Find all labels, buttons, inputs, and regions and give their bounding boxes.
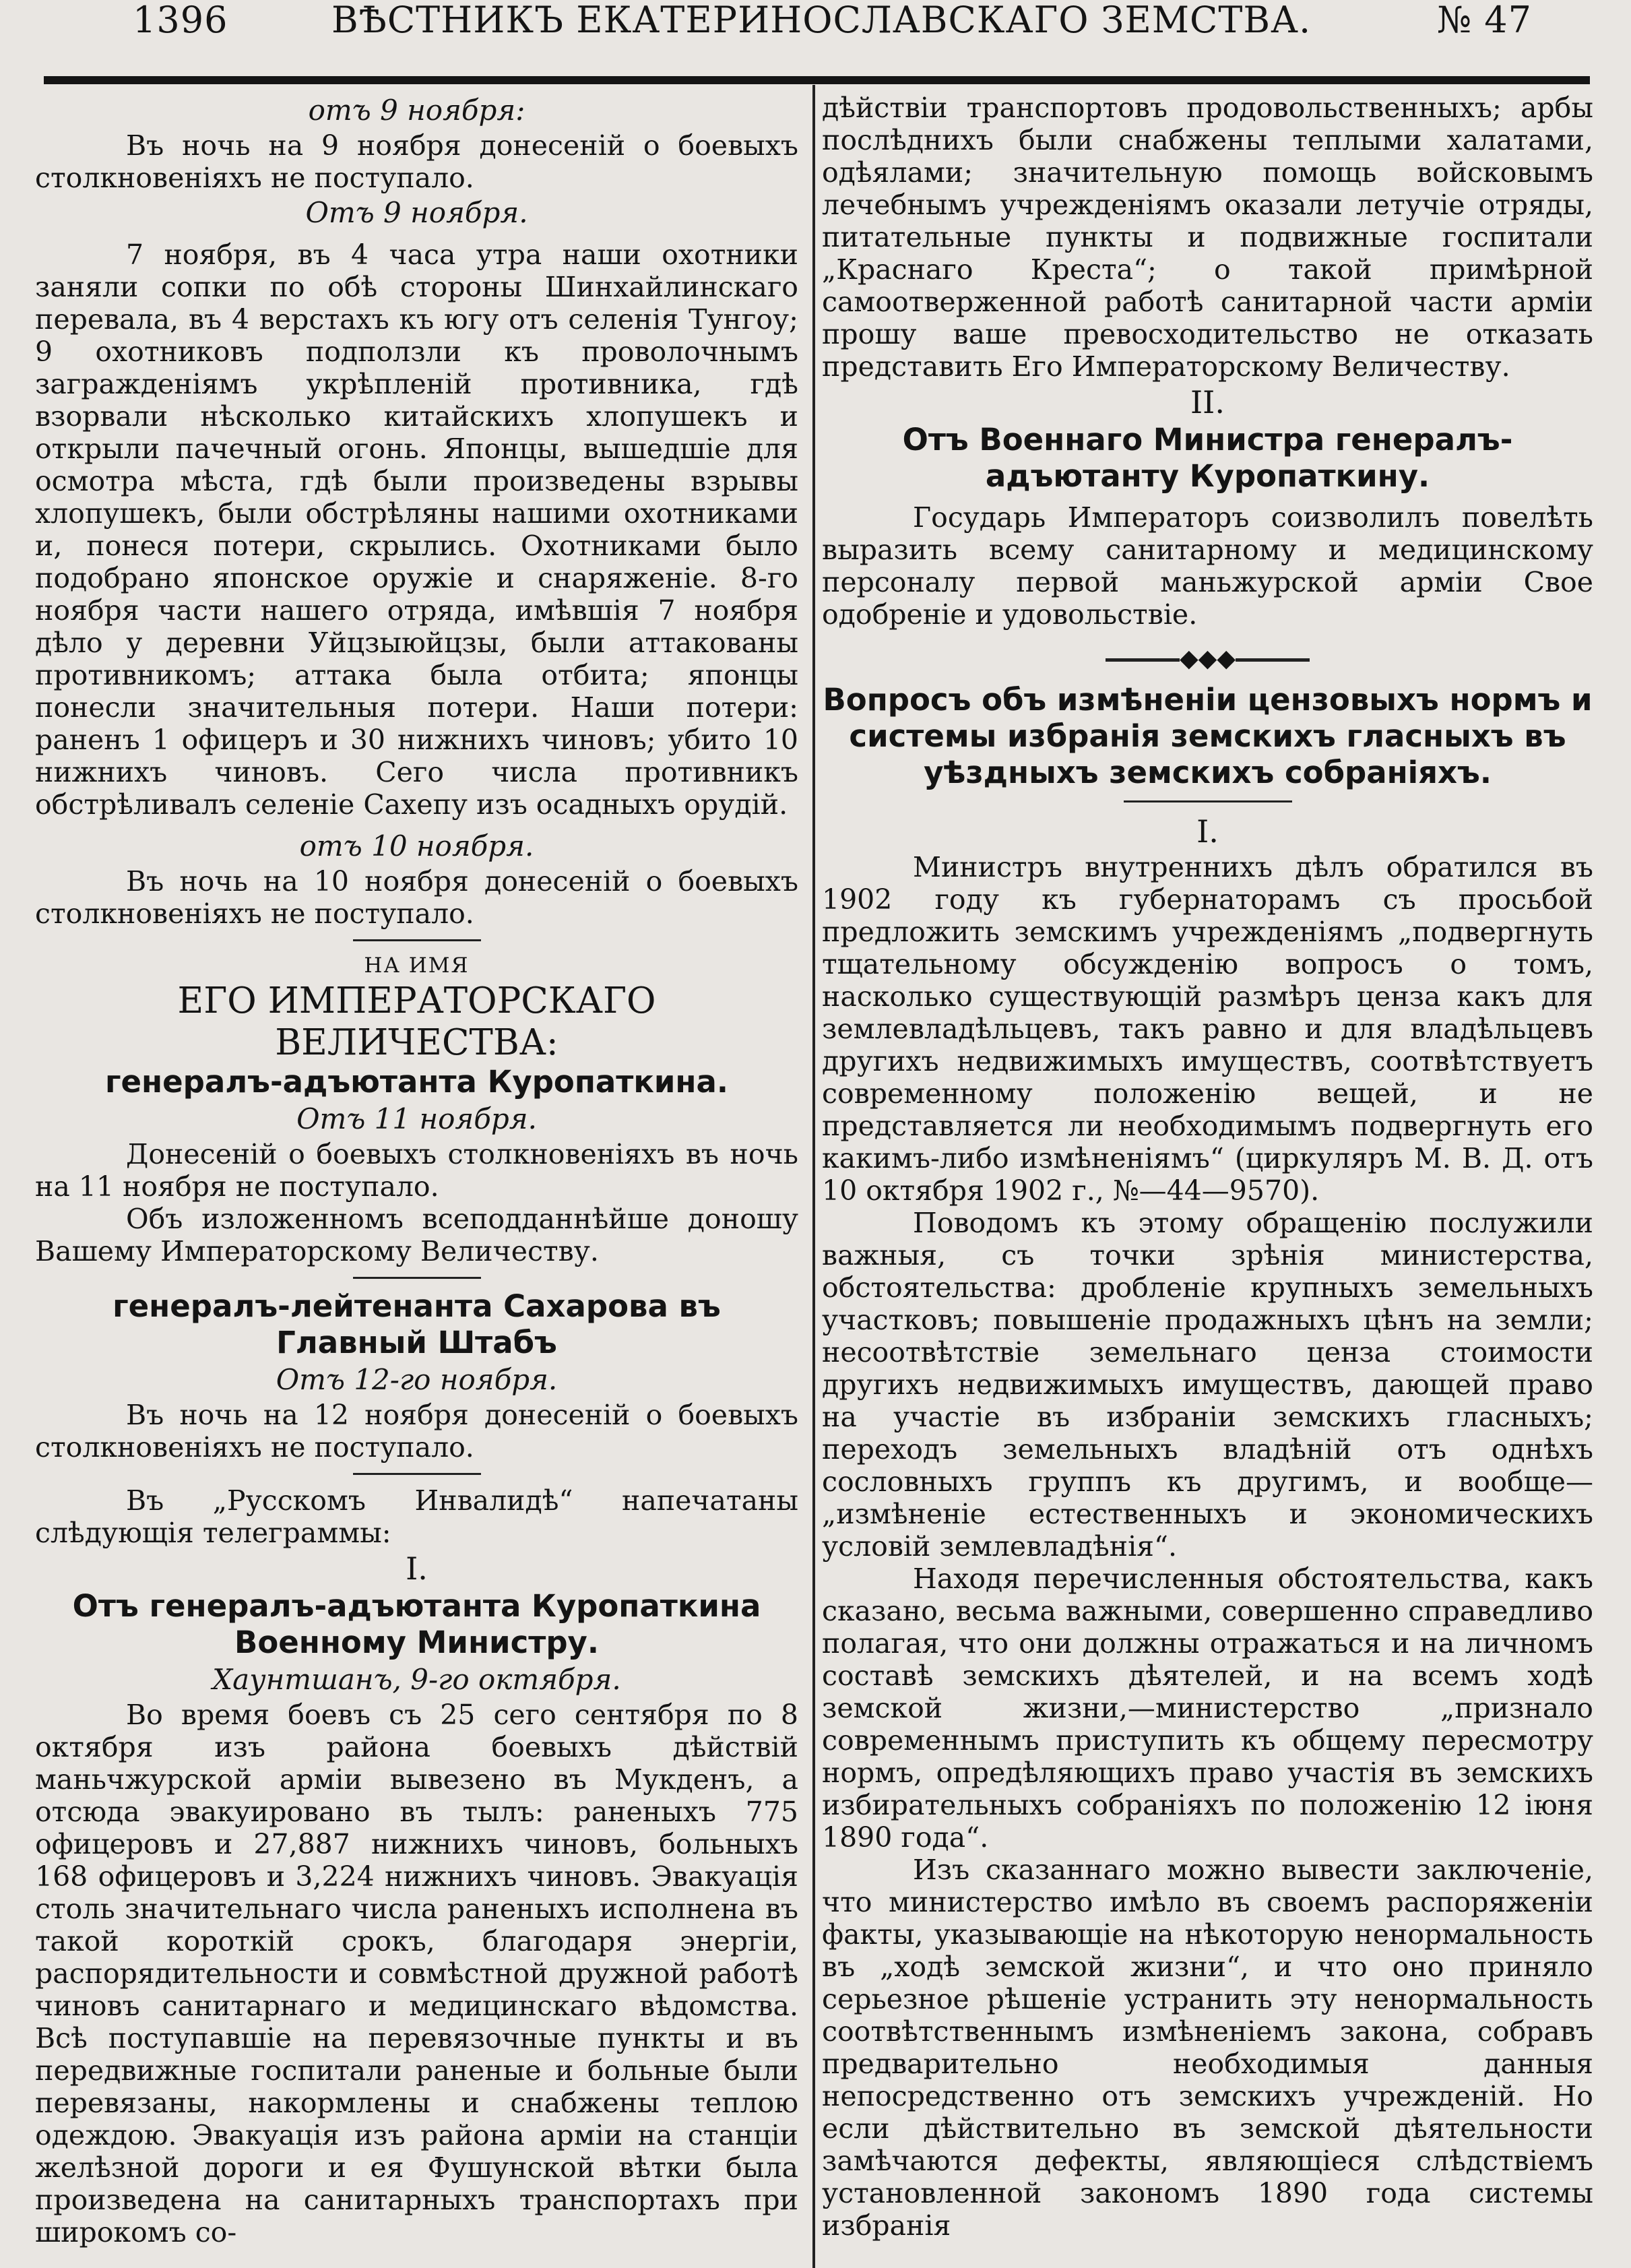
column-divider [812, 85, 815, 2268]
addressed-label: НА ИМЯ [364, 953, 470, 978]
paragraph: Министръ внутреннихъ дѣлъ обратился въ 1902 году къ губернаторамъ съ просьбой предложить земскимъ учрежденіямъ „подвергнуть тщательному обсужденію вопросъ о томъ, насколько существующій размѣръ ценза какъ для землевладѣльцевъ, такъ равно и для владѣльцевъ другихъ недвижимыхъ имуществъ, соотвѣтствуетъ современному положенію вещей, и не представляется ли необходимымъ подвергнуть его какимъ-либо измѣненіямъ“ (циркуляръ М. В. Д. отъ 10 октября 1902 г., №—44—9570). [822, 851, 1593, 1207]
ornament-divider: ◆◆◆ [822, 643, 1593, 675]
paragraph: Во время боевъ съ 25 сего сентября по 8 октября изъ района боевыхъ дѣйствій маньчжурской арміи вывезено въ Мукденъ, а отсюда эвакуировано въ тылъ: раненыхъ 775 офицеровъ и 27,887 нижнихъ чиновъ, больныхъ 168 офицеровъ и 3,224 нижнихъ чиновъ. Эвакуація столь значительнаго числа раненыхъ исполнена въ такой короткій срокъ, благодаря энергіи, распорядительности и совмѣстной дружной работѣ чиновъ санитарнаго и медицинскаго вѣдомства. Всѣ поступавшіе на перевязочные пункты и въ передвижные госпитали раненые и больные были перевязаны, накормлены и снабжены теплою одеждою. Эвакуація изъ района арміи на станціи желѣзной дороги и ея Фушунской вѣтки была произведена на санитарныхъ транспортахъ при широкомъ со- [35, 1699, 798, 2248]
dateline: отъ 9 ноября: [308, 94, 525, 127]
paragraph: Находя перечисленныя обстоятельства, какъ сказано, весьма важными, совершенно справедливо полагая, что они должны отражаться и на личномъ составѣ земскихъ дѣятелей, и на всемъ ходѣ земской жизни,—министерство „признало современнымъ приступить къ общему пересмотру нормъ, опредѣляющихъ право участія въ земскихъ избирательныхъ собраніяхъ по положенію 12 іюня 1890 года“. [822, 1563, 1593, 1854]
paragraph: Государь Императоръ соизволилъ повелѣть выразить всему санитарному и медицинскому персоналу первой маньжурской арміи Свое одобреніе и удовольствіе. [822, 501, 1593, 631]
roman-numeral: I. [406, 1550, 428, 1587]
paragraph: Въ ночь на 10 ноября донесеній о боевыхъ столкновеніяхъ не поступало. [35, 865, 798, 930]
paragraph: Въ ночь на 12 ноября донесеній о боевыхъ столкновеніяхъ не поступало. [35, 1399, 798, 1463]
dateline: Хаунтшанъ, 9-го октября. [212, 1663, 621, 1696]
dateline: Отъ 9 ноября. [305, 196, 528, 229]
paragraph: Въ „Русскомъ Инвалидѣ“ напечатаны слѣдующія телеграммы: [35, 1484, 798, 1549]
journal-title: ВѢСТНИКЪ ЕКАТЕРИНОСЛАВСКАГО ЗЕМСТВА. [331, 0, 1312, 41]
issue-number: № 47 [1437, 0, 1532, 41]
dateline: Отъ 11 ноября. [296, 1102, 537, 1135]
page-number: 1396 [133, 0, 228, 41]
section-heading: генералъ-лейтенанта Сахарова въ Главный Штабъ [113, 1288, 721, 1360]
ornament-bar [1236, 658, 1310, 662]
paragraph: Донесеній о боевыхъ столкновеніяхъ въ ночь на 11 ноября не поступало. [35, 1138, 798, 1203]
paragraph: Въ ночь на 9 ноября донесеній о боевыхъ столкновеніяхъ не поступало. [35, 129, 798, 194]
section-rule [353, 1473, 481, 1475]
header-rule [44, 76, 1590, 84]
roman-numeral: I. [1196, 813, 1219, 850]
section-rule [1124, 800, 1292, 802]
ornament-bar [1106, 658, 1180, 662]
paragraph: Объ изложенномъ всеподданнѣйше доношу Вашему Императорскому Величеству. [35, 1203, 798, 1267]
dateline: отъ 10 ноября. [299, 829, 534, 862]
paragraph: дѣйствіи транспортовъ продовольственныхъ; арбы послѣднихъ были снабжены теплыми халатами, одѣялами; значительную помощь войсковымъ лечебнымъ учрежденіямъ оказали летучіе отряды, питательные пункты и подвижные госпитали „Краснаго Креста“; о такой примѣрной самоотверженной работѣ санитарной части арміи прошу ваше превосходительство не отказать представить Его Императорскому Величеству. [822, 92, 1593, 383]
right-column [822, 92, 1593, 2242]
article-heading: Вопросъ объ измѣненіи цензовыхъ нормъ и системы избранія земскихъ гласныхъ въ уѣздныхъ земскихъ собраніяхъ. [823, 682, 1593, 790]
dateline: Отъ 12-го ноября. [276, 1363, 558, 1396]
paragraph: 7 ноября, въ 4 часа утра наши охотники заняли сопки по обѣ стороны Шинхайлинскаго перевала, въ 4 верстахъ къ югу отъ селенія Тунгоу; 9 охотниковъ подползли къ проволочнымъ загражденіямъ укрѣпленій противника, гдѣ взорвали нѣсколько китайскихъ хлопушекъ и открыли пачечный огонь. Японцы, вышедшіе для осмотра мѣста, гдѣ были произведены взрывы хлопушекъ, были обстрѣляны нашими охотниками и, понеся потери, скрылись. Охотниками было подобрано японское оружіе и снаряженіе. 8-го ноября части нашего отряда, имѣвшія 7 ноября дѣло у деревни Уйцзыюйцзы, были аттакованы противникомъ; аттака была отбита; японцы понесли значительныя потери. Наши потери: раненъ 1 офицеръ и 30 нижнихъ чиновъ; убито 10 нижнихъ чиновъ. Сего числа противникъ обстрѣливалъ селеніе Сахепу изъ осадныхъ орудій. [35, 239, 798, 821]
paragraph: Изъ сказаннаго можно вывести заключеніе, что министерство имѣло въ своемъ распоряженіи факты, указывающіе на нѣкоторую ненормальность въ „ходѣ земской жизни“, и что оно приняло серьезное рѣшеніе устранить эту ненормальность соотвѣтственнымъ измѣненіемъ закона, собравъ предварительно необходимыя данныя непосредственно отъ земскихъ учрежденій. Но если дѣйствительно въ земской дѣятельности замѣчаются дефекты, являющіеся слѣдствіемъ установленной закономъ 1890 года системы избранія [822, 1854, 1593, 2242]
majesty-heading: ЕГО ИМПЕРАТОРСКАГО ВЕЛИЧЕСТВА: [177, 980, 656, 1063]
left-column [35, 92, 798, 2248]
section-heading: Отъ генералъ-адъютанта Куропаткина Военному Министру. [72, 1588, 761, 1660]
roman-numeral: II. [1190, 384, 1225, 420]
running-head [0, 0, 1631, 51]
section-heading: генералъ-адъютанта Куропаткина. [104, 1064, 728, 1100]
section-heading: Отъ Военнаго Министра генералъ-адъютанту Куропаткину. [902, 422, 1513, 494]
section-rule [353, 939, 481, 941]
section-rule [353, 1277, 481, 1279]
paragraph: Поводомъ къ этому обращенію послужили важныя, съ точки зрѣнія министерства, обстоятельства: дробленіе крупныхъ земельныхъ участковъ; повышеніе продажныхъ цѣнъ на земли; несоотвѣтствіе земельнаго ценза стоимости другихъ недвижимыхъ имуществъ, дающей право на участіе въ избраніи земскихъ гласныхъ; переходъ земельныхъ владѣній отъ однѣхъ сословныхъ группъ къ другимъ, и вообще—„измѣненіе естественныхъ и экономическихъ условій землевладѣнія“. [822, 1207, 1593, 1563]
